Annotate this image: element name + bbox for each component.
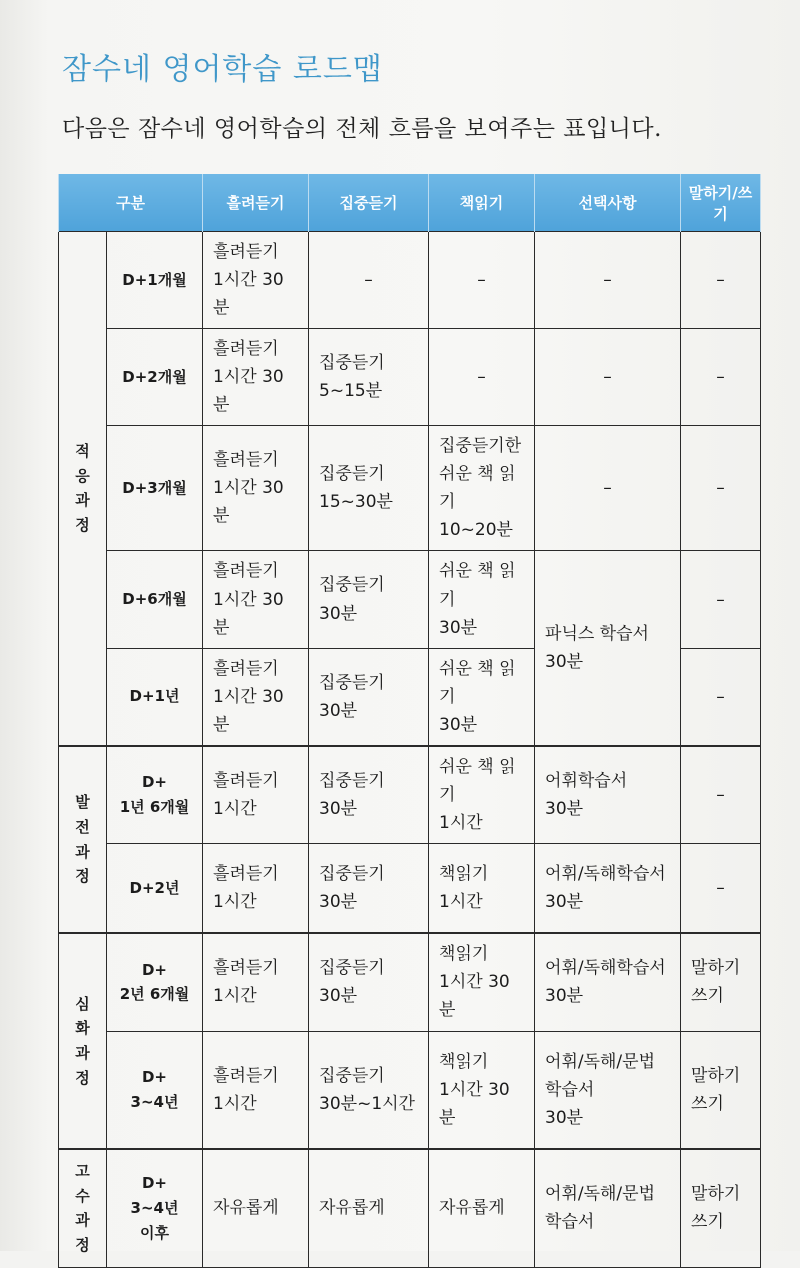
speaking-writing-cell: 말하기 쓰기 — [681, 1149, 761, 1267]
passive-listening-cell: 흘려듣기 1시간 30분 — [203, 551, 309, 648]
header-optional: 선택사항 — [535, 174, 681, 232]
reading-cell: 쉬운 책 읽기 30분 — [429, 648, 535, 746]
header-category: 구분 — [59, 174, 203, 232]
period-cell: D+ 3~4년 — [107, 1031, 203, 1149]
speaking-writing-cell: – — [681, 232, 761, 329]
focused-listening-cell: 집중듣기 30분 — [309, 933, 429, 1031]
period-cell: D+3개월 — [107, 426, 203, 551]
focused-listening-cell: 집중듣기 15~30분 — [309, 426, 429, 551]
focused-listening-cell: 집중듣기 30분 — [309, 746, 429, 844]
passive-listening-cell: 흘려듣기 1시간 — [203, 933, 309, 1031]
period-cell: D+2개월 — [107, 329, 203, 426]
passive-listening-cell: 자유롭게 — [203, 1149, 309, 1267]
table-row — [59, 1149, 761, 1267]
table-row — [59, 426, 761, 551]
phase-development: 발전 과정 — [59, 746, 107, 934]
phase-expert: 고수 과정 — [59, 1149, 107, 1267]
focused-listening-cell: 집중듣기 30분 — [309, 648, 429, 746]
focused-listening-cell: 집중듣기 5~15분 — [309, 329, 429, 426]
reading-cell: 쉬운 책 읽기 1시간 — [429, 746, 535, 844]
optional-cell: 어휘학습서 30분 — [535, 746, 681, 844]
optional-cell: 어휘/독해/문법 학습서 30분 — [535, 1031, 681, 1149]
table-row — [59, 746, 761, 844]
header-focused-listening: 집중듣기 — [309, 174, 429, 232]
optional-cell: – — [535, 329, 681, 426]
period-cell: D+1년 — [107, 648, 203, 746]
speaking-writing-cell: – — [681, 843, 761, 933]
passive-listening-cell: 흘려듣기 1시간 30분 — [203, 232, 309, 329]
focused-listening-cell: 집중듣기 30분 — [309, 843, 429, 933]
header-reading: 책읽기 — [429, 174, 535, 232]
table-row — [59, 843, 761, 933]
table-row — [59, 1031, 761, 1149]
table-header-row — [59, 174, 761, 232]
table-row — [59, 551, 761, 648]
optional-cell: 어휘/독해학습서 30분 — [535, 933, 681, 1031]
page-subtitle: 다음은 잠수네 영어학습의 전체 흐름을 보여주는 표입니다. — [62, 116, 662, 142]
roadmap-table — [58, 174, 761, 1268]
phase-adaptation: 적응 과정 — [59, 232, 107, 746]
reading-cell: – — [429, 329, 535, 426]
period-cell: D+6개월 — [107, 551, 203, 648]
optional-cell: – — [535, 426, 681, 551]
speaking-writing-cell: – — [681, 648, 761, 746]
speaking-writing-cell: 말하기 쓰기 — [681, 933, 761, 1031]
period-cell: D+ 3~4년 이후 — [107, 1149, 203, 1267]
speaking-writing-cell: – — [681, 426, 761, 551]
period-cell: D+ 2년 6개월 — [107, 933, 203, 1031]
table-row — [59, 329, 761, 426]
speaking-writing-cell: – — [681, 329, 761, 426]
speaking-writing-cell: 말하기 쓰기 — [681, 1031, 761, 1149]
passive-listening-cell: 흘려듣기 1시간 30분 — [203, 648, 309, 746]
optional-cell: 어휘/독해학습서 30분 — [535, 843, 681, 933]
period-cell: D+2년 — [107, 843, 203, 933]
table-row — [59, 232, 761, 329]
period-cell: D+1개월 — [107, 232, 203, 329]
passive-listening-cell: 흘려듣기 1시간 — [203, 843, 309, 933]
passive-listening-cell: 흘려듣기 1시간 30분 — [203, 426, 309, 551]
reading-cell: 자유롭게 — [429, 1149, 535, 1267]
focused-listening-cell: 자유롭게 — [309, 1149, 429, 1267]
passive-listening-cell: 흘려듣기 1시간 — [203, 746, 309, 844]
speaking-writing-cell: – — [681, 551, 761, 648]
page-title: 잠수네 영어학습 로드맵 — [62, 52, 383, 87]
reading-cell: – — [429, 232, 535, 329]
table-row — [59, 933, 761, 1031]
passive-listening-cell: 흘려듣기 1시간 30분 — [203, 329, 309, 426]
focused-listening-cell: 집중듣기 30분 — [309, 551, 429, 648]
optional-cell: 파닉스 학습서 30분 — [535, 551, 681, 746]
optional-cell: – — [535, 232, 681, 329]
optional-cell: 어휘/독해/문법 학습서 — [535, 1149, 681, 1267]
period-cell: D+ 1년 6개월 — [107, 746, 203, 844]
header-passive-listening: 흘려듣기 — [203, 174, 309, 232]
focused-listening-cell: – — [309, 232, 429, 329]
reading-cell: 집중듣기한 쉬운 책 읽기 10~20분 — [429, 426, 535, 551]
phase-advanced: 심화 과정 — [59, 933, 107, 1149]
passive-listening-cell: 흘려듣기 1시간 — [203, 1031, 309, 1149]
focused-listening-cell: 집중듣기 30분~1시간 — [309, 1031, 429, 1149]
header-speaking-writing: 말하기/쓰기 — [681, 174, 761, 232]
reading-cell: 책읽기 1시간 30분 — [429, 1031, 535, 1149]
reading-cell: 책읽기 1시간 — [429, 843, 535, 933]
reading-cell: 책읽기 1시간 30분 — [429, 933, 535, 1031]
speaking-writing-cell: – — [681, 746, 761, 844]
reading-cell: 쉬운 책 읽기 30분 — [429, 551, 535, 648]
